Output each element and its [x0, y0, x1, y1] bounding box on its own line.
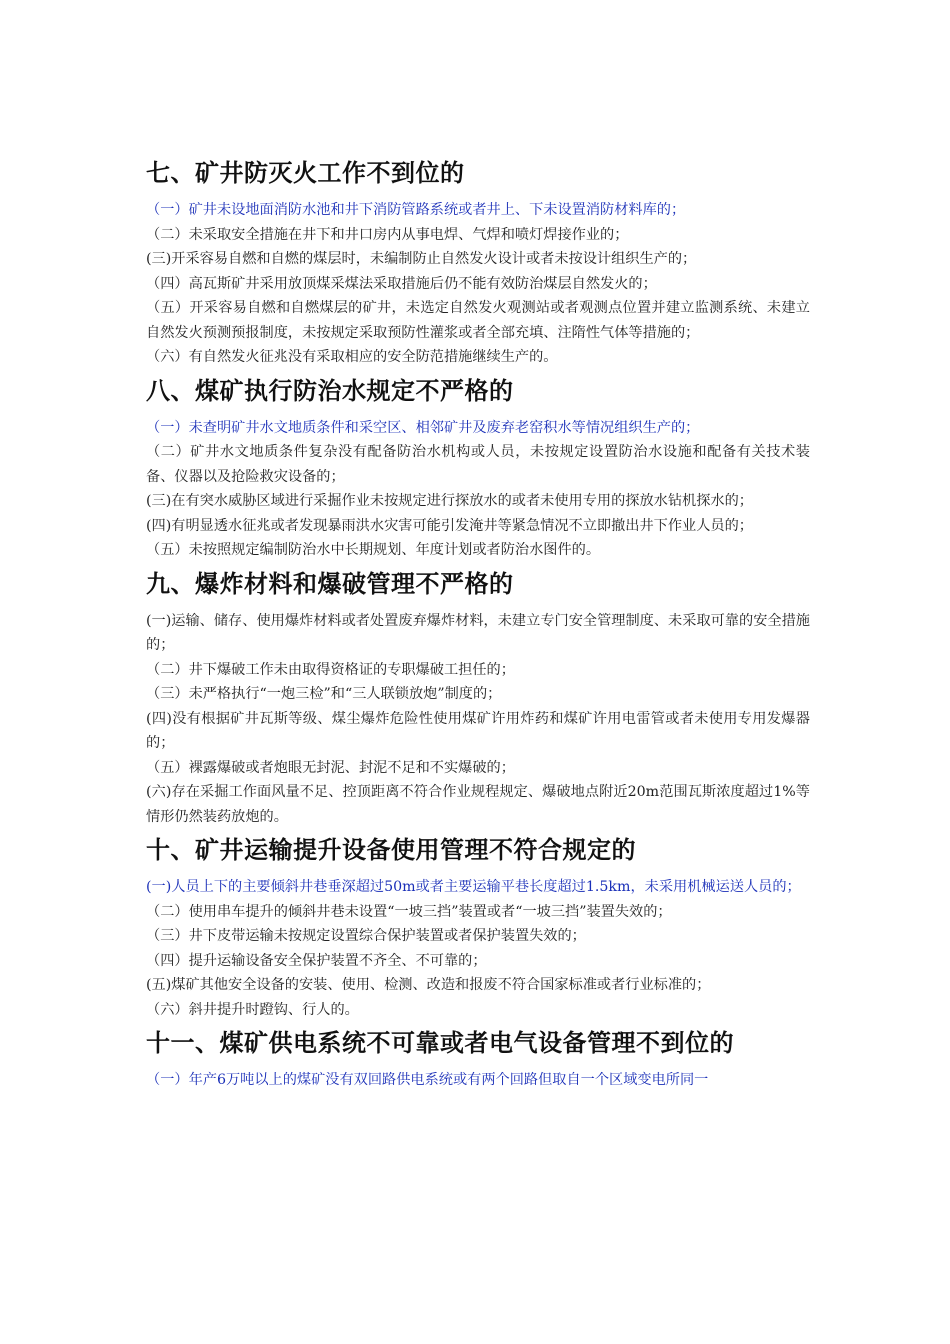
section-heading: 九、爆炸材料和爆破管理不严格的 [146, 569, 514, 598]
section-item: （三）未严格执行“一炮三检”和“三人联锁放炮”制度的； [146, 686, 502, 702]
document-section [146, 156, 810, 370]
section-item: (四)没有根据矿井瓦斯等级、煤尘爆炸危险性使用煤矿许用炸药和煤矿许用电雷管或者未使用专用发爆器的； [146, 710, 810, 751]
section-item: （五）未按照规定编制防治水中长期规划、年度计划或者防治水图件的。 [146, 542, 601, 558]
section-item: (一)人员上下的主要倾斜井巷垂深超过50m或者主要运输平巷长度超过1.5km，未采用机械运送人员的； [146, 879, 801, 895]
section-item: （六）有自然发火征兆没有采取相应的安全防范措施继续生产的。 [146, 349, 558, 365]
document-section [146, 833, 810, 1022]
section-item: （一）年产6万吨以上的煤矿没有双回路供电系统或有两个回路但取自一个区域变电所同一 [146, 1072, 709, 1088]
section-item: （二）矿井水文地质条件复杂没有配备防治水机构或人员，未按规定设置防治水设施和配备有关技术装备、仪器以及抢险救灾设备的； [146, 444, 810, 485]
document-section [146, 567, 810, 830]
section-item: （五）开采容易自燃和自燃煤层的矿井，未选定自然发火观测站或者观测点位置并建立监测系统、未建立自然发火预测预报制度，未按规定采取预防性灌浆或者全部充填、注隋性气体等措施的； [146, 300, 810, 341]
section-item: （四）高瓦斯矿井采用放顶煤采煤法采取措施后仍不能有效防治煤层自然发火的； [146, 275, 657, 292]
section-item: (一)运输、储存、使用爆炸材料或者处置废弃爆炸材料，未建立专门安全管理制度、未采取可靠的安全措施的； [146, 612, 810, 653]
section-item: （三）井下皮带运输未按规定设置综合保护装置或者保护装置失效的； [146, 928, 586, 944]
document-page [146, 156, 810, 1093]
section-heading: 十、矿井运输提升设备使用管理不符合规定的 [146, 836, 636, 864]
section-item: （四）提升运输设备安全保护装置不齐全、不可靠的； [146, 952, 487, 969]
section-item: （二）未采取安全措施在井下和井口房内从事电焊、气焊和喷灯焊接作业的； [146, 226, 629, 243]
section-item: (三)开采容易自燃和自燃的煤层时，未编制防止自然发火设计或者未按设计组织生产的； [146, 251, 697, 267]
section-item: （六）斜井提升时蹬钩、行人的。 [146, 1001, 359, 1018]
section-item: (六)存在采掘工作面风量不足、控顶距离不符合作业规程规定、爆破地点附近20m范围瓦斯浓度超过1%等情形仍然装药放炮的。 [146, 784, 810, 825]
section-heading: 八、煤矿执行防治水规定不严格的 [146, 376, 514, 405]
section-item: （二）井下爆破工作未由取得资格证的专职爆破工担任的； [146, 661, 515, 678]
section-item: (四)有明显透水征兆或者发现暴雨洪水灾害可能引发淹井等紧急情况不立即撤出井下作业人员的； [146, 517, 753, 534]
section-heading: 十一、煤矿供电系统不可靠或者电气设备管理不到位的 [146, 1029, 734, 1057]
document-section [146, 1026, 810, 1093]
section-item: (三)在有突水威胁区域进行采掘作业未按规定进行探放水的或者未使用专用的探放水钻机探水的； [146, 493, 753, 509]
section-heading: 七、矿井防灭火工作不到位的 [146, 159, 465, 187]
section-item: (五)煤矿其他安全设备的安装、使用、检测、改造和报废不符合国家标准或者行业标准的； [146, 977, 711, 993]
section-item: （一）未查明矿井水文地质条件和采空区、相邻矿井及废弃老窑积水等情况组织生产的； [146, 419, 700, 436]
document-section [146, 374, 810, 563]
section-item: （二）使用串车提升的倾斜井巷未设置“一坡三挡”装置或者“一坡三挡”装置失效的； [146, 903, 672, 920]
section-item: （一）矿井未设地面消防水池和井下消防管路系统或者井上、下未设置消防材料库的； [146, 202, 686, 218]
section-item: （五）裸露爆破或者炮眼无封泥、封泥不足和不实爆破的； [146, 759, 515, 776]
